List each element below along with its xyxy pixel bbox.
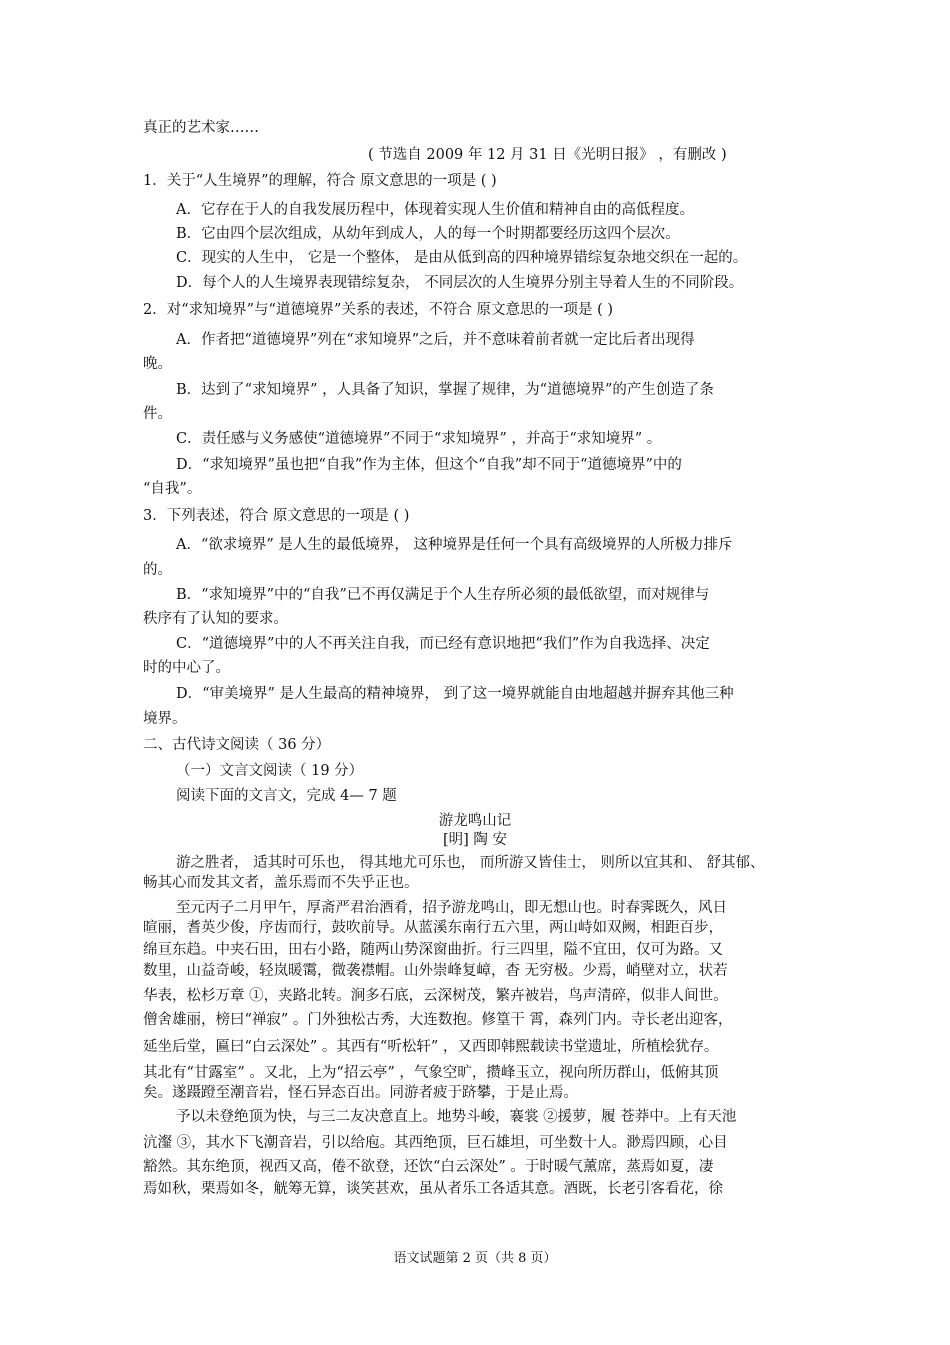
passage-line: 至元丙子二月甲午，厚斋严君治酒肴，招予游龙鸣山，即无想山也。时春霁既久，风日 (176, 900, 727, 916)
section-heading: 二、古代诗文阅读（ 36 分） (143, 737, 331, 753)
passage-line: 数里，山益奇峻，轻岚暖霭，微袭襟帽。山外崇峰复嶂，杳 无穷极。少焉，峭壁对立，状若 (143, 963, 728, 979)
passage-line: 暄丽，耆英少俊，序齿而行，鼓吹前导。从蓝溪东南行五六里，两山峙如双阙，相距百步， (143, 920, 723, 936)
question-3: 3．下列表述，符合 原文意思的一项是 ( ) (143, 508, 410, 524)
passage-line: 焉如秋，栗焉如冬，觥筹无算，谈笑甚欢，虽从者乐工各适其意。酒既，长老引客看花，徐 (143, 1181, 723, 1197)
passage-author: [明] 陶 安 (442, 832, 508, 848)
question-2: 2．对“求知境界”与“道德境界”关系的表述，不符合 原文意思的一项是 ( ) (143, 302, 614, 318)
passage-line: 畅其心而发其文者，盖乐焉而不失乎正也。 (143, 875, 419, 891)
option-3d-cont: 境界。 (143, 711, 187, 727)
passage-line: 绵亘东趋。中夹石田，田右小路，随两山势深窗曲折。行三四里，隘不宜田，仅可为路。又 (143, 942, 723, 958)
option-3a-cont: 的。 (143, 562, 172, 578)
question-1: 1．关于“人生境界”的理解，符合 原文意思的一项是 ( ) (143, 173, 497, 189)
option-1d: D．每个人的人生境界表现错综复杂， 不同层次的人生境界分别主导着人生的不同阶段。 (176, 275, 744, 291)
source-citation: ( 节选自 2009 年 12 月 31 日《光明日报》 ，有删改 ) (368, 147, 727, 163)
option-2d-cont: “自我”。 (143, 481, 202, 497)
option-3a: A．“欲求境界” 是人生的最低境界， 这种境界是任何一个具有高级境界的人所极力排斥 (176, 537, 733, 553)
option-1c: C．现实的人生中， 它是一个整体， 是由从低到高的四种境界错综复杂地交织在一起的。 (176, 250, 748, 266)
passage-line: 延坐后堂，匾曰“白云深处” 。其西有“听松轩” ，又西即韩熙载读书堂遗址，所植桧犹存。 (143, 1039, 719, 1055)
passage-line: 豁然。其东绝顶，视西又高，倦不欲登，还饮“白云深处” 。于时暖气薰席，蒸焉如夏，凄 (143, 1159, 714, 1175)
reading-instruction: 阅读下面的文言文，完成 4— 7 题 (176, 788, 397, 804)
option-2b: B．达到了“求知境界” ，人具备了知识，掌握了规律，为“道德境界”的产生创造了条 (176, 382, 714, 398)
option-3d: D．“审美境界” 是人生最高的精神境界， 到了这一境界就能自由地超越并摒弃其他三种 (176, 686, 734, 702)
passage-title: 游龙鸣山记 (438, 813, 512, 829)
option-3b-cont: 秩序有了认知的要求。 (143, 611, 288, 627)
option-2b-cont: 件。 (143, 406, 172, 422)
passage-line: 予以未登绝顶为快，与三二友决意直上。地势斗峻，褰裳 ②援萝，履 苍莽中。上有天池 (176, 1109, 737, 1125)
passage-line: 沆瀣 ③，其水下飞潮音岩，引以给庖。其西绝顶，巨石雄坦，可坐数十人。渺焉四顾，心目 (143, 1135, 728, 1151)
text-line: 真正的艺术家…… (143, 120, 259, 136)
option-2d: D．“求知境界”虽也把“自我”作为主体，但这个“自我”却不同于“道德境界”中的 (176, 457, 682, 473)
option-3c: C．“道德境界”中的人不再关注自我，而已经有意识地把“我们”作为自我选择、决定 (176, 636, 710, 652)
option-2a: A．作者把“道德境界”列在“求知境界”之后，并不意味着前者就一定比后者出现得 (176, 332, 695, 348)
option-2a-cont: 晚。 (143, 356, 172, 372)
passage-line: 华表，松杉万章 ①，夹路北转。涧多石底，云深树茂，繁卉被岩，鸟声清碎，似非人间世。 (143, 988, 728, 1004)
option-1a: A．它存在于人的自我发展历程中，体现着实现人生价值和精神自由的高低程度。 (176, 202, 694, 218)
option-3b: B．“求知境界”中的“自我”已不再仅满足于个人生存所必须的最低欲望，而对规律与 (176, 587, 710, 603)
subsection-heading: （一）文言文阅读（ 19 分） (176, 763, 364, 779)
passage-line: 其北有“甘露室” 。又北，上为“招云亭” ，气象空旷，攒峰玉立，视向所历群山，低俯其顶 (143, 1065, 719, 1081)
option-3c-cont: 时的中心了。 (143, 660, 230, 676)
passage-line: 游之胜者， 适其时可乐也， 得其地尤可乐也， 而所游又皆佳士， 则所以宜其和、 舒其郁、 (176, 855, 765, 871)
passage-line: 僧舍雄丽，榜曰“禅寂” 。门外独松古秀，大连数抱。修篁干 霄，森列门内。寺长老出迎客， (143, 1012, 733, 1028)
option-1b: B．它由四个层次组成，从幼年到成人，人的每一个时期都要经历这四个层次。 (176, 226, 680, 242)
passage-line: 矣。遂蹑蹬至潮音岩，怪石异态百出。同游者疲于跻攀，于是止焉。 (143, 1085, 578, 1101)
page-footer: 语文试题第 2 页（共 8 页） (393, 1251, 557, 1266)
option-2c: C．责任感与义务感使“道德境界”不同于“求知境界” ，并高于“求知境界” 。 (176, 431, 662, 447)
